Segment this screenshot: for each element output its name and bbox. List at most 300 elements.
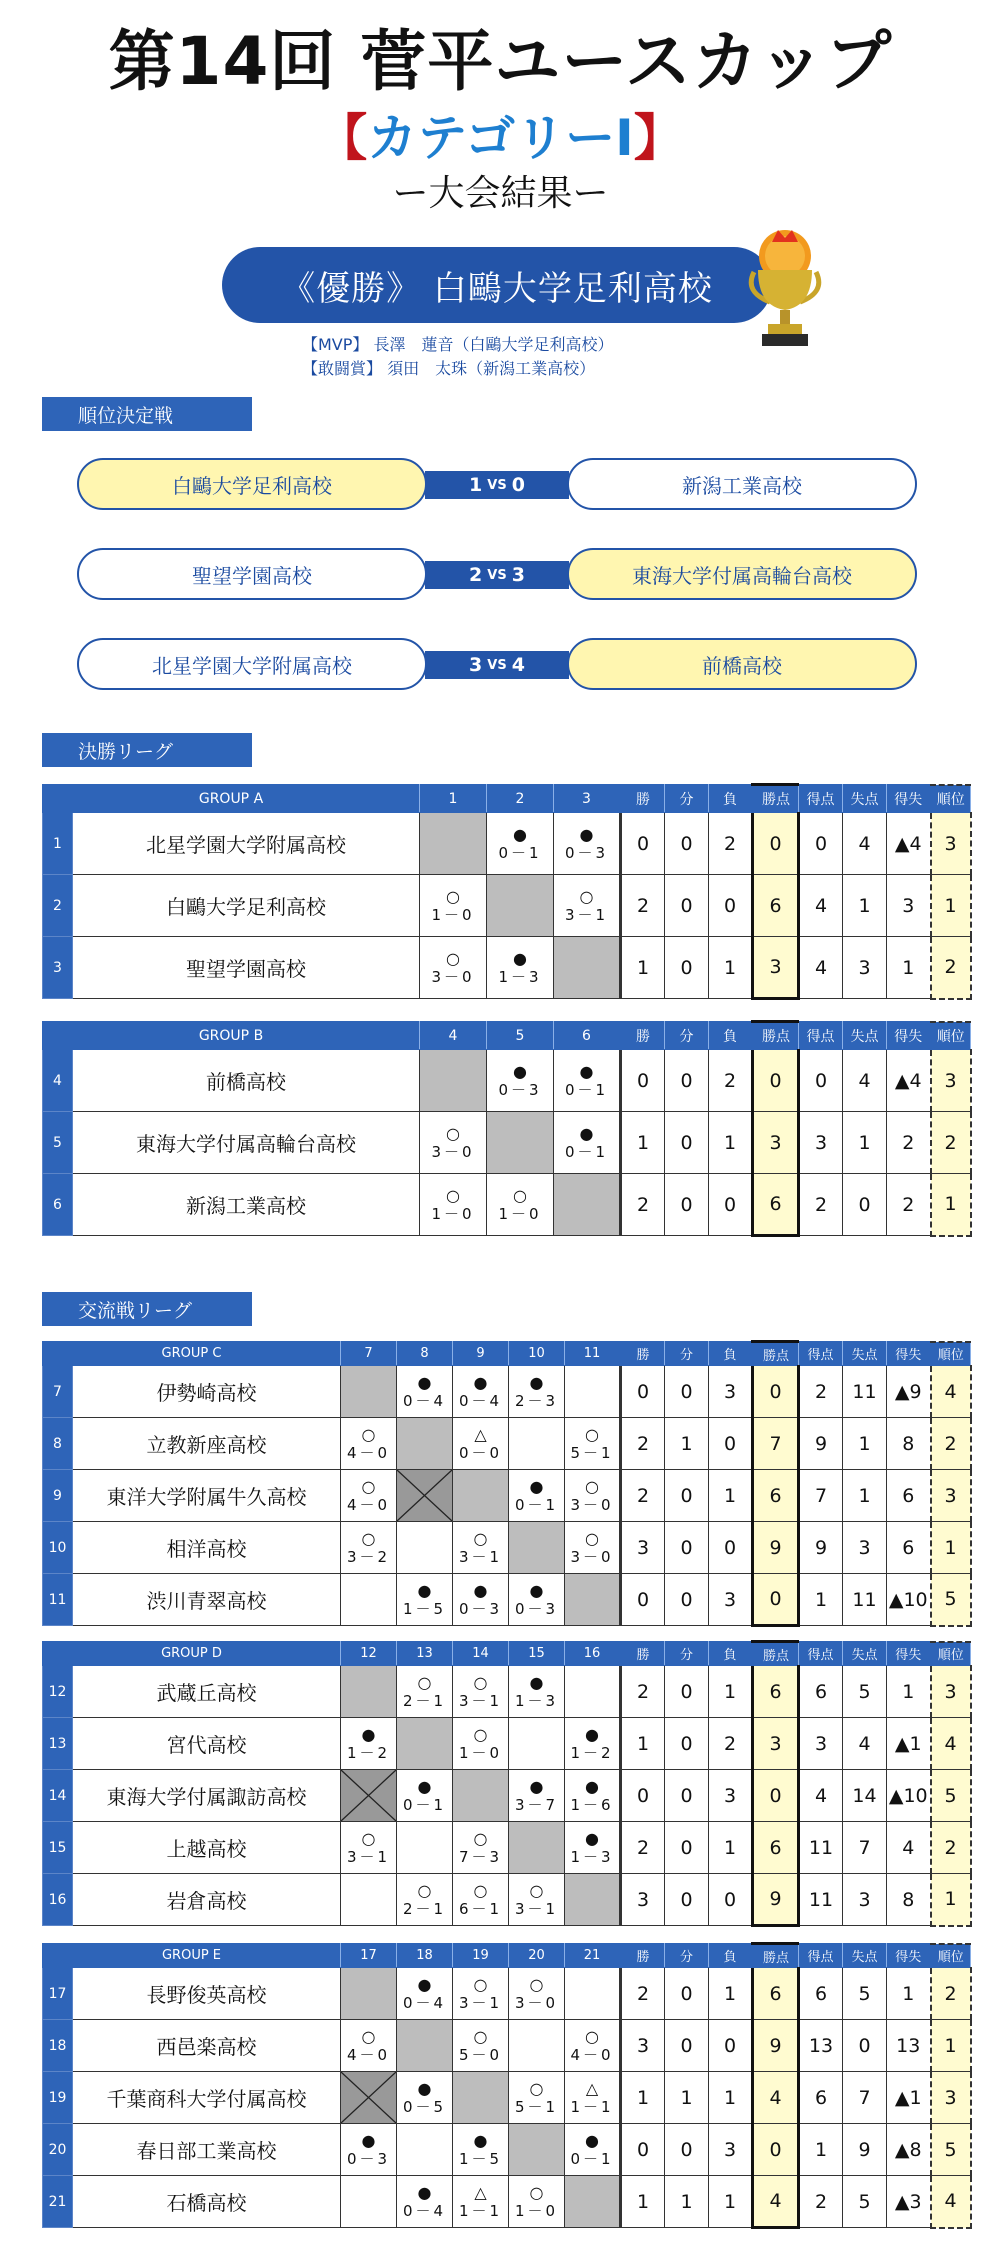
result-mark: ○ [473, 2026, 488, 2046]
match-result [509, 1477, 564, 1514]
goal-difference-cell: 8 [887, 1418, 931, 1470]
column-header-l: 負 [709, 1944, 753, 1968]
match-result-cell [509, 1718, 565, 1770]
losses-cell: 3 [709, 1366, 753, 1418]
result-score: 0－3 [514, 1600, 559, 1619]
column-header-pts: 勝点 [753, 785, 799, 813]
goal-difference-cell: ▲1 [887, 2072, 931, 2124]
points-cell: 6 [753, 1822, 799, 1874]
goals-for-cell: 6 [799, 2072, 843, 2124]
goals-against-cell: 5 [843, 1666, 887, 1718]
result-mark: ○ [446, 1185, 460, 1205]
result-score: 3－1 [458, 1548, 503, 1567]
match-result-cell [565, 2020, 621, 2072]
result-mark: ● [417, 2078, 432, 2098]
match-result-cell [565, 1822, 621, 1874]
result-mark: ○ [361, 1424, 376, 1444]
losses-cell: 3 [709, 1770, 753, 1822]
losses-cell: 1 [709, 937, 753, 999]
team-name: 新潟工業高校 [73, 1174, 420, 1236]
table-row [43, 1822, 971, 1874]
self-match-cell [397, 2020, 453, 2072]
column-header-w: 勝 [621, 1642, 665, 1666]
match-result [453, 1725, 508, 1762]
team-name: 西邑楽高校 [73, 2020, 341, 2072]
self-match-cell [397, 1418, 453, 1470]
match-result [565, 2027, 619, 2064]
team-number: 2 [43, 875, 73, 937]
wins-cell: 1 [621, 1718, 665, 1770]
result-score: 0－4 [402, 1994, 447, 2013]
rank-cell: 2 [931, 1112, 971, 1174]
result-mark: ● [361, 2130, 376, 2150]
column-header-d: 分 [665, 785, 709, 813]
table-row [43, 2176, 971, 2228]
team-name: 渋川青翠高校 [73, 1574, 341, 1626]
result-mark: ● [473, 2130, 488, 2150]
goals-against-cell: 7 [843, 1822, 887, 1874]
result-mark: △ [474, 1424, 487, 1444]
goals-for-cell: 1 [799, 2124, 843, 2176]
match-result [453, 1425, 508, 1462]
match-result-cell [341, 1522, 397, 1574]
match-result-cell [341, 2124, 397, 2176]
points-cell: 6 [753, 1174, 799, 1236]
opponent-column-header: 9 [453, 1342, 509, 1366]
column-header-gf: 得点 [799, 785, 843, 813]
losses-cell: 2 [709, 1050, 753, 1112]
champion-label: 《優勝》 白鷗大学足利高校 [281, 268, 713, 309]
result-score: 1－6 [570, 1796, 614, 1815]
match-result-cell [565, 1522, 621, 1574]
unplayed-cross-cell [397, 1470, 453, 1522]
match-result-cell [509, 2176, 565, 2228]
points-cell: 6 [753, 1666, 799, 1718]
result-mark: ○ [473, 1880, 488, 1900]
result-mark: ● [585, 1776, 599, 1796]
result-mark: ● [417, 1776, 432, 1796]
result-mark: ● [417, 1580, 432, 1600]
goals-against-cell: 0 [843, 1174, 887, 1236]
draws-cell: 0 [665, 2020, 709, 2072]
category-heading [0, 98, 1001, 170]
result-score: 0－1 [514, 1496, 559, 1515]
team-number: 1 [43, 813, 73, 875]
column-header-l: 負 [709, 785, 753, 813]
result-mark: ● [585, 1724, 599, 1744]
table-row [43, 1112, 971, 1174]
result-score: 1－3 [570, 1848, 614, 1867]
match-result [397, 1777, 452, 1814]
self-match-cell [554, 1174, 621, 1236]
result-score: 1－0 [431, 906, 475, 925]
team-name: 東洋大学附属牛久高校 [73, 1470, 341, 1522]
result-mark: ○ [513, 1185, 527, 1205]
match-result-cell [565, 2124, 621, 2176]
result-mark: ● [513, 948, 527, 968]
column-header-ga: 失点 [843, 785, 887, 813]
match-result-cell [565, 1366, 621, 1418]
match-result [420, 1124, 486, 1161]
result-mark: ○ [361, 2026, 376, 2046]
column-header-ga: 失点 [843, 1022, 887, 1050]
match-result-cell [397, 1666, 453, 1718]
team-name: 武蔵丘高校 [73, 1666, 341, 1718]
points-cell: 0 [753, 1366, 799, 1418]
match-result-cell [487, 937, 554, 999]
match-result [565, 2079, 619, 2116]
match-result-cell [397, 1522, 453, 1574]
points-cell: 4 [753, 2176, 799, 2228]
result-score: 0－3 [458, 1600, 503, 1619]
opponent-column-header: 16 [565, 1642, 621, 1666]
result-mark: ● [585, 2130, 599, 2150]
losses-cell: 3 [709, 2124, 753, 2176]
match-result [565, 2131, 619, 2168]
result-score: 0－1 [402, 1796, 447, 1815]
wins-cell: 1 [621, 937, 665, 999]
self-match-cell [453, 1770, 509, 1822]
match-result-cell [420, 937, 487, 999]
result-mark: ○ [417, 1880, 432, 1900]
points-cell: 6 [753, 1968, 799, 2020]
result-mark: ● [529, 1672, 544, 1692]
result-score: 1－3 [514, 1692, 559, 1711]
self-match-cell [341, 1968, 397, 2020]
match-result [487, 1062, 553, 1099]
column-header-l: 負 [709, 1022, 753, 1050]
goal-difference-cell: ▲1 [887, 1718, 931, 1770]
result-mark: △ [474, 2182, 487, 2202]
points-cell: 3 [753, 1112, 799, 1174]
wins-cell: 2 [621, 875, 665, 937]
column-header-d: 分 [665, 1944, 709, 1968]
losses-cell: 0 [709, 1418, 753, 1470]
section-placement: 順位決定戦 [42, 397, 252, 431]
self-match-cell [565, 1874, 621, 1926]
result-mark: ● [579, 1061, 594, 1081]
opponent-column-header: 21 [565, 1944, 621, 1968]
match-team-right: 東海大学付属高輪台高校 [567, 548, 917, 600]
goals-for-cell: 11 [799, 1822, 843, 1874]
team-name: 春日部工業高校 [73, 2124, 341, 2176]
opponent-column-header: 1 [420, 785, 487, 813]
team-number: 15 [43, 1822, 73, 1874]
result-score: 0－3 [498, 1081, 542, 1100]
match-result [487, 1186, 553, 1223]
goals-for-cell: 0 [799, 1050, 843, 1112]
match-result-cell [509, 2020, 565, 2072]
result-score: 5－1 [570, 1444, 614, 1463]
match-result [453, 1373, 508, 1410]
team-name: 前橋高校 [73, 1050, 420, 1112]
self-match-cell [487, 875, 554, 937]
result-score: 0－1 [570, 2150, 614, 2169]
goals-for-cell: 9 [799, 1522, 843, 1574]
match-result [453, 2183, 508, 2220]
rank-cell: 1 [931, 875, 971, 937]
match-result [397, 2183, 452, 2220]
goals-for-cell: 2 [799, 2176, 843, 2228]
page-title: 第14回 菅平ユースカップ [108, 23, 893, 100]
result-score: 0－3 [346, 2150, 391, 2169]
match-result [509, 1777, 564, 1814]
result-score: 3－1 [564, 906, 609, 925]
team-number: 21 [43, 2176, 73, 2228]
match-result [565, 1529, 619, 1566]
goals-for-cell: 6 [799, 1666, 843, 1718]
column-header-gd: 得失 [887, 1944, 931, 1968]
points-cell: 0 [753, 813, 799, 875]
result-score: 3－0 [431, 968, 475, 987]
draws-cell: 0 [665, 2124, 709, 2176]
match-result [397, 1975, 452, 2012]
match-result-cell [341, 2176, 397, 2228]
match-result-cell [420, 875, 487, 937]
goals-against-cell: 5 [843, 2176, 887, 2228]
result-score: 0－4 [402, 2202, 447, 2221]
losses-cell: 0 [709, 875, 753, 937]
match-result-cell [453, 1718, 509, 1770]
result-score: 4－0 [346, 2046, 391, 2065]
team-number: 7 [43, 1366, 73, 1418]
result-mark: ○ [473, 1672, 488, 1692]
team-name: 千葉商科大学付属高校 [73, 2072, 341, 2124]
result-mark: ○ [473, 1528, 488, 1548]
goals-for-cell: 4 [799, 875, 843, 937]
group-name: GROUP C [43, 1342, 341, 1366]
goal-difference-cell: 13 [887, 2020, 931, 2072]
result-mark: ○ [529, 2078, 544, 2098]
table-row [43, 1874, 971, 1926]
match-result [509, 2079, 564, 2116]
column-header-gf: 得点 [799, 1642, 843, 1666]
match-result-cell [341, 1718, 397, 1770]
match-result-cell [487, 1050, 554, 1112]
match-result [397, 1881, 452, 1918]
wins-cell: 0 [621, 2124, 665, 2176]
team-number: 18 [43, 2020, 73, 2072]
wins-cell: 1 [621, 2072, 665, 2124]
result-mark: ● [361, 1724, 376, 1744]
match-result [453, 1975, 508, 2012]
draws-cell: 0 [665, 1968, 709, 2020]
result-mark: ○ [361, 1528, 376, 1548]
goal-difference-cell: ▲10 [887, 1574, 931, 1626]
rank-cell: 4 [931, 1366, 971, 1418]
team-name: 聖望学園高校 [73, 937, 420, 999]
result-mark: ● [473, 1372, 488, 1392]
group-name: GROUP A [43, 785, 420, 813]
goal-difference-cell: ▲9 [887, 1366, 931, 1418]
result-score: 3－1 [458, 1692, 503, 1711]
result-mark: ○ [473, 1724, 488, 1744]
goals-against-cell: 1 [843, 1418, 887, 1470]
goals-for-cell: 2 [799, 1366, 843, 1418]
match-result [453, 1581, 508, 1618]
match-result [509, 1673, 564, 1710]
category-bracket-open: 【 [317, 109, 368, 167]
unplayed-cross-cell [341, 1770, 397, 1822]
rank-cell: 2 [931, 1968, 971, 2020]
rank-cell: 1 [931, 1874, 971, 1926]
team-number: 20 [43, 2124, 73, 2176]
team-number: 16 [43, 1874, 73, 1926]
match-result-cell [509, 1574, 565, 1626]
result-score: 1－0 [431, 1205, 475, 1224]
table-row [43, 1718, 971, 1770]
league-table-group-d [42, 1640, 972, 1927]
opponent-column-header: 13 [397, 1642, 453, 1666]
goals-against-cell: 1 [843, 1470, 887, 1522]
table-row [43, 1470, 971, 1522]
result-mark: ○ [417, 1672, 432, 1692]
rank-cell: 5 [931, 2124, 971, 2176]
result-score: 1－0 [514, 2202, 559, 2221]
league-table-group-a [42, 783, 972, 1000]
column-header-gd: 得失 [887, 785, 931, 813]
points-cell: 6 [753, 875, 799, 937]
result-score: 1－2 [346, 1744, 391, 1763]
points-cell: 6 [753, 1470, 799, 1522]
table-row [43, 2072, 971, 2124]
match-result [453, 1529, 508, 1566]
match-result [341, 1529, 396, 1566]
goal-difference-cell: 2 [887, 1112, 931, 1174]
goals-against-cell: 7 [843, 2072, 887, 2124]
wins-cell: 2 [621, 1666, 665, 1718]
match-result-cell [341, 1418, 397, 1470]
team-number: 3 [43, 937, 73, 999]
result-score: 1－0 [458, 1744, 503, 1763]
mvp-line: 【MVP】 長澤 蓮音（白鷗大学足利高校） [302, 335, 614, 354]
match-result [487, 949, 553, 986]
goals-against-cell: 3 [843, 1874, 887, 1926]
result-score: 1－5 [402, 1600, 447, 1619]
self-match-cell [554, 937, 621, 999]
column-header-ga: 失点 [843, 1342, 887, 1366]
team-name: 岩倉高校 [73, 1874, 341, 1926]
team-number: 17 [43, 1968, 73, 2020]
match-result [341, 1425, 396, 1462]
placement-match-3 [77, 638, 917, 694]
match-result-cell [453, 1822, 509, 1874]
column-header-d: 分 [665, 1342, 709, 1366]
placement-match-1 [77, 458, 917, 514]
match-result-cell [397, 1574, 453, 1626]
self-match-cell [565, 1574, 621, 1626]
self-match-cell [509, 2124, 565, 2176]
table-row [43, 1050, 971, 1112]
losses-cell: 2 [709, 813, 753, 875]
draws-cell: 0 [665, 1574, 709, 1626]
draws-cell: 1 [665, 2072, 709, 2124]
result-mark: ● [513, 1061, 527, 1081]
wins-cell: 3 [621, 2020, 665, 2072]
goals-for-cell: 0 [799, 813, 843, 875]
self-match-cell [509, 1522, 565, 1574]
table-row [43, 1418, 971, 1470]
rank-cell: 2 [931, 1822, 971, 1874]
opponent-column-header: 7 [341, 1342, 397, 1366]
team-number: 11 [43, 1574, 73, 1626]
result-score: 1－2 [570, 1744, 614, 1763]
league-table-group-e [42, 1942, 972, 2229]
goals-against-cell: 1 [843, 875, 887, 937]
match-result [453, 1829, 508, 1866]
rank-cell: 4 [931, 2176, 971, 2228]
awards-list [302, 333, 614, 381]
goals-for-cell: 13 [799, 2020, 843, 2072]
team-number: 9 [43, 1470, 73, 1522]
self-match-cell [453, 1470, 509, 1522]
match-result [453, 1881, 508, 1918]
match-result-cell [341, 2020, 397, 2072]
match-team-right: 前橋高校 [567, 638, 917, 690]
goal-difference-cell: 1 [887, 1666, 931, 1718]
goal-difference-cell: 6 [887, 1470, 931, 1522]
match-score: 2 VS 3 [425, 561, 569, 589]
points-cell: 7 [753, 1418, 799, 1470]
opponent-column-header: 17 [341, 1944, 397, 1968]
group-name: GROUP D [43, 1642, 341, 1666]
match-result [554, 1062, 619, 1099]
result-score: 3－1 [514, 1900, 559, 1919]
points-cell: 0 [753, 1574, 799, 1626]
rank-cell: 1 [931, 1522, 971, 1574]
table-row [43, 2124, 971, 2176]
rank-cell: 3 [931, 1666, 971, 1718]
opponent-column-header: 19 [453, 1944, 509, 1968]
points-cell: 0 [753, 2124, 799, 2176]
column-header-gd: 得失 [887, 1642, 931, 1666]
result-mark: ○ [361, 1476, 376, 1496]
result-score: 0－5 [402, 2098, 447, 2117]
points-cell: 9 [753, 1522, 799, 1574]
draws-cell: 0 [665, 875, 709, 937]
losses-cell: 1 [709, 1666, 753, 1718]
result-mark: ○ [585, 2026, 599, 2046]
match-result [453, 1673, 508, 1710]
column-header-rank: 順位 [931, 1342, 971, 1366]
match-result-cell [453, 1968, 509, 2020]
match-result [565, 1725, 619, 1762]
match-result-cell [565, 1418, 621, 1470]
column-header-w: 勝 [621, 1944, 665, 1968]
match-result [509, 1975, 564, 2012]
opponent-column-header: 5 [487, 1022, 554, 1050]
opponent-column-header: 3 [554, 785, 621, 813]
result-score: 3－0 [570, 1548, 614, 1567]
wins-cell: 2 [621, 1470, 665, 1522]
opponent-column-header: 10 [509, 1342, 565, 1366]
match-team-left: 聖望学園高校 [77, 548, 427, 600]
goals-for-cell: 4 [799, 1770, 843, 1822]
self-match-cell [341, 1666, 397, 1718]
match-result-cell [509, 1418, 565, 1470]
team-number: 14 [43, 1770, 73, 1822]
team-name: 東海大学付属高輪台高校 [73, 1112, 420, 1174]
wins-cell: 0 [621, 1770, 665, 1822]
match-result [509, 2183, 564, 2220]
goal-difference-cell: 8 [887, 1874, 931, 1926]
opponent-column-header: 6 [554, 1022, 621, 1050]
match-result-cell [509, 1874, 565, 1926]
result-score: 3－1 [346, 1848, 391, 1867]
goal-difference-cell: 3 [887, 875, 931, 937]
match-result [397, 2079, 452, 2116]
column-header-rank: 順位 [931, 785, 971, 813]
